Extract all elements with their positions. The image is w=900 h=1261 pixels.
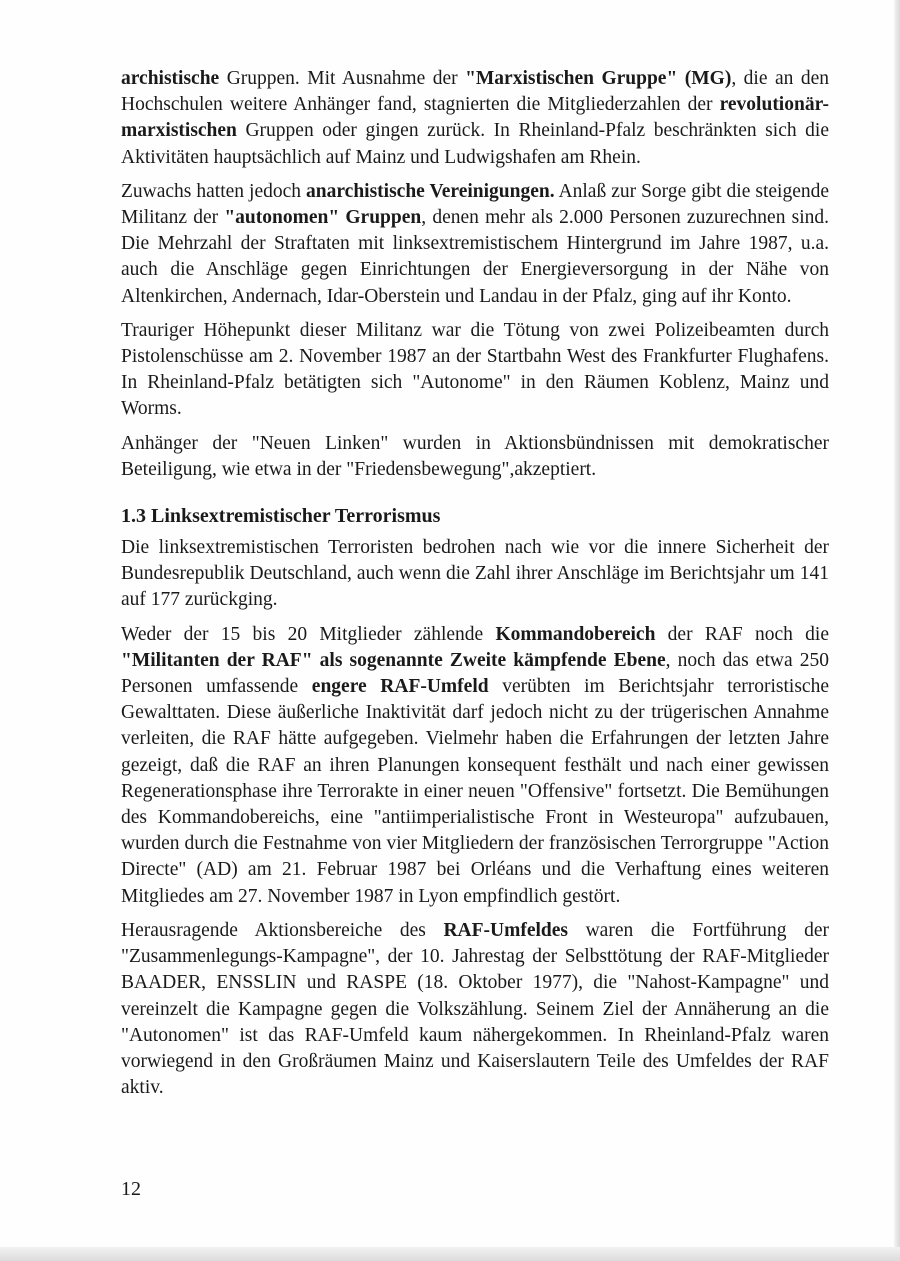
paragraph-text: verübten im Berichtsjahr terroristische Gewalttaten. Diese äußerliche Inaktivität darf jedoch nicht zu der trügerischen Annahme verleiten, die RAF hätte aufgegeben. Vielmehr haben die Erfahrungen der letzten Jahre gezeigt, daß die RAF an ihren Planungen konsequent festhält und nach einer gewissen Regenerationsphase ihre Terrorakte in einer neuen "Offensive" fortsetzt. Die Bemühungen des Kommandobereichs, eine "antiimperialistische Front in Westeuropa" aufzubauen, wurden durch die Festnahme von vier Mitgliedern der französischen Terrorgruppe "Action Directe" (AD) am 21. Februar 1987 bei Orléans und die Verhaftung eines weiteren Mitgliedes am 27. November 1987 in Lyon empfindlich gestört. <box>121 676 829 907</box>
bold-term: Kommandobereich <box>495 623 656 645</box>
page-edge-shadow-right <box>894 0 900 1261</box>
bold-term: "autonomen" Gruppen <box>224 207 422 229</box>
bold-term: "Marxistischen Gruppe" (MG) <box>465 68 732 89</box>
bold-term: "Militanten der RAF" als sogenannte Zweite kämpfende Ebene <box>121 649 666 671</box>
paragraph-raf-environment <box>121 918 829 1101</box>
bold-term: revolutionär-marxistischen <box>121 94 829 142</box>
paragraph-text: Zuwachs hatten jedoch <box>121 180 307 202</box>
paragraph-new-left: Anhänger der "Neuen Linken" wurden in Aktionsbündnissen mit demokratischer Beteiligung, wie etwa in der "Friedensbewegung",akzeptiert. <box>121 432 829 480</box>
page-content <box>121 66 829 1109</box>
paragraph-text: waren die Fortführung der "Zusammenlegungs-Kampagne", der 10. Jahrestag der Selbsttötung der RAF-Mitglieder BAADER, ENSSLIN und RASPE (18. Oktober 1977), die "Nahost-Kampagne" und vereinzelt die Kampagne gegen die Volkszählung. Seinem Ziel der Annäherung an die "Autonomen" ist das RAF-Umfeld kaum nähergekommen. In Rheinland-Pfalz waren vorwiegend in den Großräumen Mainz und Kaiserslautern Teile des Umfeldes der RAF aktiv. <box>121 919 829 1099</box>
paragraph-text: der RAF noch die <box>655 623 829 645</box>
paragraph-anarchist-growth <box>121 179 829 310</box>
section-heading: 1.3 Linksextremistischer Terrorismus <box>121 505 441 528</box>
paragraph-text: Gruppen. Mit Ausnahme der <box>219 68 466 89</box>
paragraph-text: Anlaß zur Sorge gibt die steigende Militanz der <box>121 180 830 229</box>
paragraph-text: Weder der 15 bis 20 Mitglieder zählende <box>121 623 496 645</box>
bold-term: archistische <box>121 68 220 89</box>
page-number: 12 <box>121 1178 141 1200</box>
paragraph-marxist-groups <box>121 66 829 171</box>
paragraph-text: , noch das etwa 250 Personen umfassende <box>121 649 829 698</box>
page-edge-shadow-bottom <box>0 1247 900 1261</box>
bold-term: anarchistische Vereinigungen. <box>306 180 555 202</box>
paragraph-text: Herausragende Aktionsbereiche des <box>121 919 444 941</box>
paragraph-terrorism-intro: Die linksextremistischen Terroristen bedrohen nach wie vor die innere Sicherheit der Bundesrepublik Deutschland, auch wenn die Zahl ihrer Anschläge im Berichtsjahr um 141 auf 177 zurückging. <box>121 537 829 611</box>
paragraph-raf-command <box>121 622 829 910</box>
bold-term: RAF-Umfeldes <box>443 919 568 941</box>
paragraph-text: , denen mehr als 2.000 Personen zuzurechnen sind. Die Mehrzahl der Straftaten mit linksextremistischem Hintergrund im Jahre 1987, u.a. auch die Anschläge gegen Einrichtungen der Energieversorgung in der Nähe von Altenkirchen, Andernach, Idar-Oberstein und Landau in der Pfalz, ging auf ihr Konto. <box>121 207 830 307</box>
paragraph-text: , die an den Hochschulen weitere Anhänger fand, stagnierten die Mitgliederzahlen der <box>121 68 829 116</box>
paragraph-militancy-peak: Trauriger Höhepunkt dieser Militanz war die Tötung von zwei Polizeibeamten durch Pistolenschüsse am 2. November 1987 an der Startbahn West des Frankfurter Flughafens. In Rheinland-Pfalz betätigten sich "Autonome" in den Räumen Koblenz, Mainz und Worms. <box>121 319 829 420</box>
bold-term: engere RAF-Umfeld <box>311 676 489 698</box>
paragraph-text: Gruppen oder gingen zurück. In Rheinland-Pfalz beschränkten sich die Aktivitäten hauptsächlich auf Mainz und Ludwigshafen am Rhein. <box>121 120 829 168</box>
